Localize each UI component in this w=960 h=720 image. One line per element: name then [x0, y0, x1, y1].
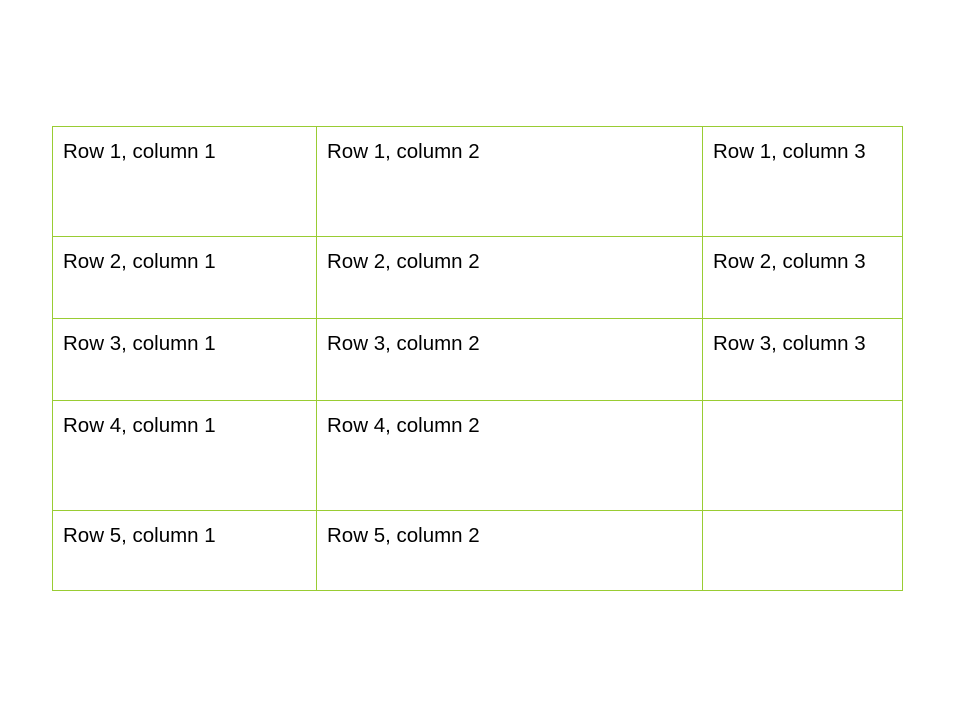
table-cell-col2: Row 5, column 2 [317, 511, 703, 591]
table-cell-col1: Row 5, column 1 [53, 511, 317, 591]
table-cell-col1: Row 4, column 1 [53, 401, 317, 511]
table-cell-col3: Row 1, column 3 [703, 127, 903, 237]
table-cell-col2: Row 1, column 2 [317, 127, 703, 237]
table-cell-col1: Row 3, column 1 [53, 319, 317, 401]
table-cell-col1: Row 2, column 1 [53, 237, 317, 319]
table-row [53, 237, 903, 319]
table-row [53, 127, 903, 237]
table-cell-col3 [703, 401, 903, 511]
table-cell-col3: Row 3, column 3 [703, 319, 903, 401]
table-cell-col3 [703, 511, 903, 591]
table-cell-col3: Row 2, column 3 [703, 237, 903, 319]
table-cell-col1: Row 1, column 1 [53, 127, 317, 237]
table-row [53, 511, 903, 591]
table-cell-col2: Row 4, column 2 [317, 401, 703, 511]
data-table [52, 126, 903, 591]
table-cell-col2: Row 2, column 2 [317, 237, 703, 319]
table-row [53, 319, 903, 401]
table-cell-col2: Row 3, column 2 [317, 319, 703, 401]
table-row [53, 401, 903, 511]
